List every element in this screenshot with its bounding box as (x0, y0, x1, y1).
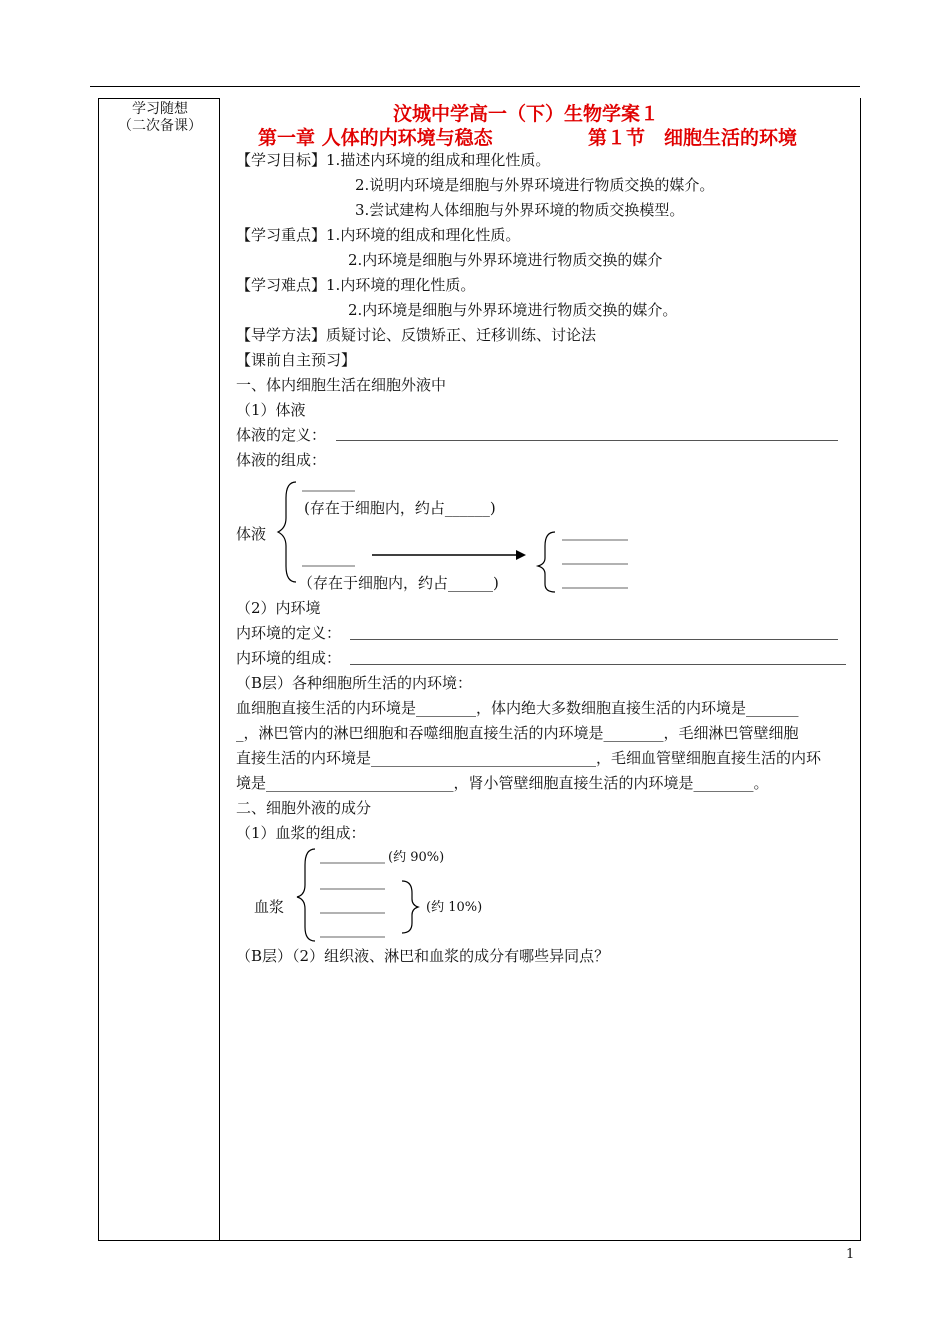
b-layer-prompt: （B层）各种细胞所生活的内环境： (236, 674, 473, 692)
objectives-line-1 (236, 150, 550, 170)
method-line (236, 325, 596, 345)
body-fluid-definition-blank (336, 440, 838, 441)
internal-env-composition-blank (350, 664, 846, 665)
internal-env-definition-label: 内环境的定义： (236, 624, 342, 642)
part2-heading: 二、细胞外液的成分 (236, 799, 372, 817)
frame-bottom-border (220, 1240, 861, 1241)
plasma-subheading: （1）血浆的组成： (236, 824, 366, 842)
header-rule (90, 86, 860, 87)
body-fluid-brace (278, 482, 296, 582)
keypoint-item: 2.内环境是细胞与外界环境进行物质交换的媒介 (348, 251, 663, 269)
fill-in-paragraph-line: 血细胞直接生活的内环境是________，体内绝大多数细胞直接生活的内环境是_______ (236, 699, 799, 717)
method-text: 质疑讨论、反馈矫正、迁移训练、讨论法 (326, 326, 597, 344)
body-fluid-root: 体液 (236, 525, 267, 543)
internal-env-subheading: （2）内环境 (236, 599, 321, 617)
plasma-root: 血浆 (254, 898, 285, 916)
objective-item: 3.尝试建构人体细胞与外界环境的物质交换模型。 (355, 201, 685, 219)
fill-in-paragraph-line: 境是_________________________，肾小管壁细胞直接生活的内环境是________。 (236, 774, 769, 792)
body-fluid-definition-label: 体液的定义： (236, 426, 327, 444)
difficulties-line-1 (236, 275, 475, 295)
objective-item: 1.描述内环境的组成和理化性质。 (326, 151, 551, 169)
preview-label: 【课前自主预习】 (236, 351, 357, 369)
method-label: 【导学方法】 (236, 326, 327, 344)
notes-title-line1: 学习随想 (132, 101, 188, 117)
page-number: 1 (846, 1247, 855, 1262)
notes-column-title (99, 101, 221, 135)
document-title: 汶城中学高一（下）生物学案１ (393, 103, 660, 125)
extracellular-note: （存在于细胞内，约占______) (298, 574, 499, 592)
fill-in-paragraph-line: _，淋巴管内的淋巴细胞和吞噬细胞直接生活的内环境是________，毛细淋巴管壁细胞 (236, 724, 799, 742)
part1-heading: 一、体内细胞生活在细胞外液中 (236, 376, 447, 394)
comparison-question: （B层）（2）组织液、淋巴和血浆的成分有哪些异同点？ (236, 947, 610, 965)
chapter-title: 第一章 人体的内环境与稳态 (258, 127, 493, 149)
keypoints-line-1 (236, 225, 520, 245)
fill-in-paragraph-line: 直接生活的内环境是______________________________，毛细血管壁细胞直接生活的内环 (236, 749, 822, 767)
solute-percent-note: (约 10%) (426, 900, 483, 915)
body-fluid-subheading: （1）体液 (236, 401, 306, 419)
objectives-label: 【学习目标】 (236, 151, 327, 169)
difficulty-item: 2.内环境是细胞与外界环境进行物质交换的媒介。 (348, 301, 678, 319)
internal-env-definition-blank (350, 639, 838, 640)
internal-env-composition-label: 内环境的组成： (236, 649, 342, 667)
solute-brace (402, 881, 418, 933)
water-percent-note: (约 90%) (388, 850, 445, 865)
section-title: 第１节 细胞生活的环境 (588, 127, 798, 149)
extracellular-brace (538, 532, 555, 592)
difficulty-item: 1.内环境的理化性质。 (326, 276, 476, 294)
notes-column (98, 98, 220, 1241)
body-fluid-composition-label: 体液的组成： (236, 451, 327, 469)
arrow-head-icon (516, 550, 526, 560)
plasma-brace (297, 849, 315, 941)
notes-title-line2: （二次备课） (118, 118, 202, 134)
objective-item: 2.说明内环境是细胞与外界环境进行物质交换的媒介。 (355, 176, 715, 194)
intracellular-note: (存在于细胞内，约占______) (304, 499, 496, 517)
keypoint-item: 1.内环境的组成和理化性质。 (326, 226, 521, 244)
frame-right-border (860, 98, 861, 1241)
keypoints-label: 【学习重点】 (236, 226, 327, 244)
difficulties-label: 【学习难点】 (236, 276, 327, 294)
